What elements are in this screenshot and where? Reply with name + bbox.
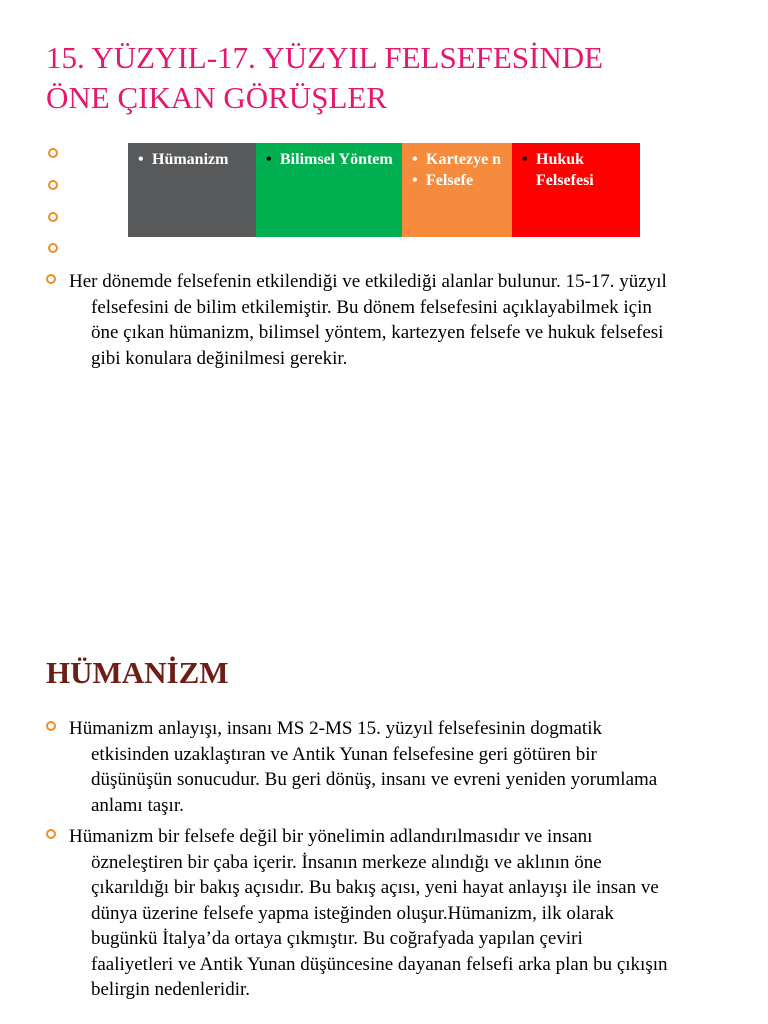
empty-bullet-2: [48, 177, 60, 189]
topic-item: • Hümanizm: [136, 149, 248, 170]
paragraph-1-text: Hümanizm anlayışı, insanı MS 2-MS 15. yüzyıl felsefesinin dogmatik etkisinden uzaklaştıran ve Antik Yunan felsefesine geri götüren bir düşünüşün sonucudur. Bu geri dönüş, insanı ve evreni yeniden yorumlama anlamı taşır.: [69, 718, 658, 816]
slide-title-line-1: 15. YÜZYIL-17. YÜZYIL FELSEFESİNDE: [46, 40, 604, 75]
empty-bullet-3: [48, 209, 60, 221]
empty-bullet-4: [48, 240, 60, 252]
paragraph-2-text: Hümanizm bir felsefe değil bir yönelimin adlandırılmasıdır ve insanı özneleştiren bir çaba içerir. İnsanın merkeze alındığı ve aklının öne çıkarıldığı bir bakış açısıdır. Bu bakış açısı, yeni hayat anlayışı ile insan ve dünya üzerine felsefe yapma isteğinden oluşur.Hümanizm, ilk olarak bugünkü İtalya’da ortaya çıkmıştır. Bu coğrafyada yapılan çeviri faaliyetleri ve Antik Yunan düşüncesine dayanan felsefi arka plan bu çıkışın belirgin nedenleridir.: [69, 826, 668, 1000]
topic-box-hukuk-felsefesi: [512, 143, 640, 237]
topic-box-bilimsel-yontem: [256, 143, 402, 237]
topic-boxes: [128, 143, 640, 237]
slide-title-line-2: ÖNE ÇIKAN GÖRÜŞLER: [46, 80, 387, 115]
paragraph-1: [69, 716, 669, 818]
topic-item: • Bilimsel Yöntem: [264, 149, 394, 170]
topic-item: • Hukuk Felsefesi: [520, 149, 632, 191]
ring-bullet-icon: [46, 274, 56, 284]
intro-paragraph: [69, 269, 669, 371]
slide-title: HÜMANİZM: [46, 655, 229, 690]
ring-bullet-icon: [48, 243, 58, 253]
slide-title: [46, 38, 726, 118]
topic-box-kartezyen-felsefe: [402, 143, 512, 237]
topic-item: • Felsefe: [410, 170, 504, 191]
topic-box-humanizm: [128, 143, 256, 237]
ring-bullet-icon: [48, 148, 58, 158]
empty-bullet-1: [48, 145, 60, 157]
slide-2: [0, 640, 768, 1024]
paragraph-2: [69, 824, 669, 1003]
topic-item: • Kartezye n: [410, 149, 504, 170]
ring-bullet-icon: [48, 212, 58, 222]
slide-1: [0, 0, 768, 510]
ring-bullet-icon: [46, 829, 56, 839]
ring-bullet-icon: [48, 180, 58, 190]
ring-bullet-icon: [46, 721, 56, 731]
intro-paragraph-text: Her dönemde felsefenin etkilendiği ve etkilediği alanlar bulunur. 15-17. yüzyıl felsefesini de bilim etkilemiştir. Bu dönem felsefesini açıklayabilmek için öne çıkan hümanizm, bilimsel yöntem, kartezyen felsefe ve hukuk felsefesi gibi konulara değinilmesi gerekir.: [69, 271, 667, 369]
